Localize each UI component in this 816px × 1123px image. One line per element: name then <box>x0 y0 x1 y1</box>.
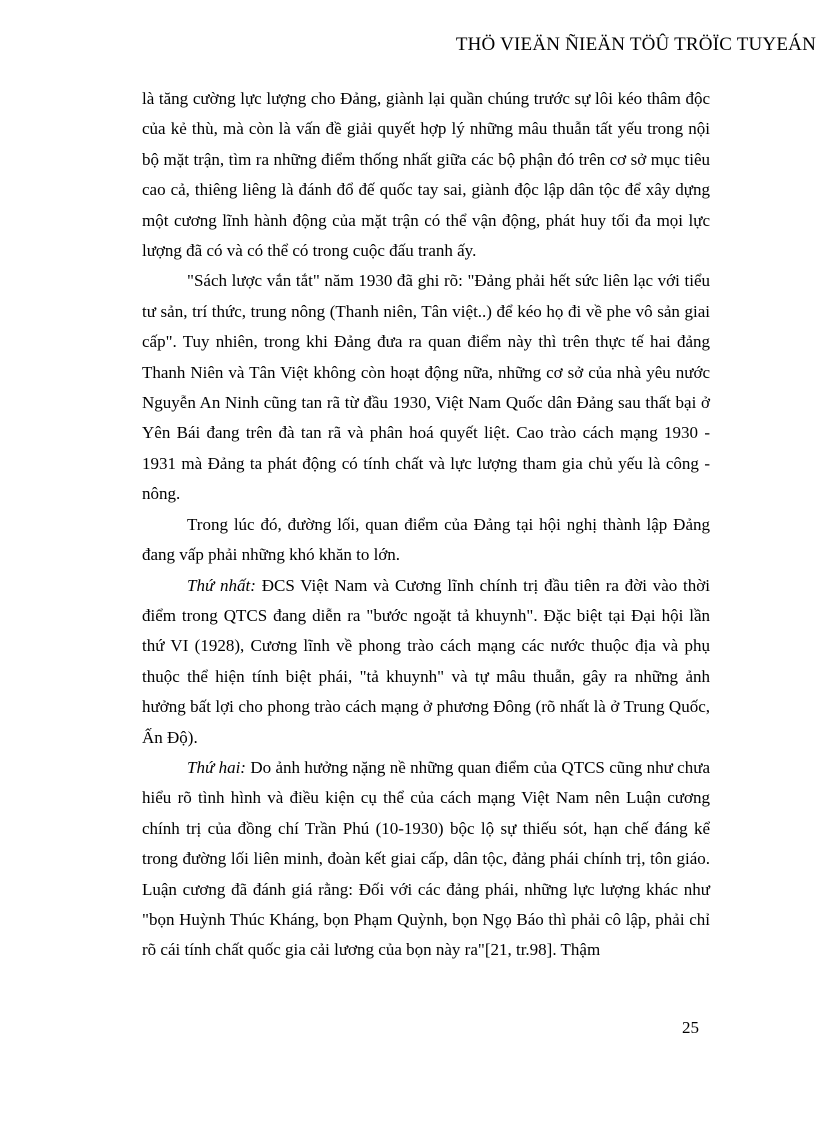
page-number: 25 <box>682 1018 699 1037</box>
paragraph-3 <box>142 510 710 571</box>
paragraph-5 <box>142 753 710 966</box>
paragraph-2 <box>142 266 710 509</box>
paragraph-1 <box>142 84 710 266</box>
paragraph-5-text: Do ảnh hưởng nặng nề những quan điểm của QTCS cũng như chưa hiểu rõ tình hình và điều kiện cụ thể của cách mạng Việt Nam nên Luận cương chính trị của đồng chí Trần Phú (10-1930) bộc lộ sự thiếu sót, hạn chế đáng kể trong đường lối liên minh, đoàn kết giai cấp, dân tộc, đảng phái chính trị, tôn giáo. Luận cương đã đánh giá rằng: Đối với các đảng phái, những lực lượng khác như "bọn Huỳnh Thúc Kháng, bọn Phạm Quỳnh, bọn Ngọ Báo thì phải cô lập, phải chỉ rõ cái tính chất quốc gia cải lương của bọn này ra"[21, tr.98]. Thậm <box>142 757 710 960</box>
paragraph-1-text: là tăng cường lực lượng cho Đảng, giành lại quần chúng trước sự lôi kéo thâm độc của kẻ thù, mà còn là vấn đề giải quyết hợp lý những mâu thuẫn tất yếu trong nội bộ mặt trận, tìm ra những điểm thống nhất giữa các bộ phận đó trên cơ sở mục tiêu cao cả, thiêng liêng là đánh đổ đế quốc tay sai, giành độc lập dân tộc để xây dựng một cương lĩnh hành động của mặt trận có thể vận động, phát huy tối đa mọi lực lượng đã có và có thể có trong cuộc đấu tranh ấy. <box>142 89 710 261</box>
paragraph-4-lead: Thứ nhất: <box>187 575 256 595</box>
page-header: THÖ VIEÄN ÑIEÄN TÖÛ TRÖÏC TUYEÁN <box>455 34 816 55</box>
document-body <box>142 84 710 966</box>
paragraph-5-lead: Thứ hai: <box>187 757 246 777</box>
paragraph-2-text: "Sách lược vắn tắt" năm 1930 đã ghi rõ: "Đảng phải hết sức liên lạc với tiểu tư sản, trí thức, trung nông (Thanh niên, Tân việt..) để kéo họ đi về phe vô sản giai cấp". Tuy nhiên, trong khi Đảng đưa ra quan điểm này thì trên thực tế hai đảng Thanh Niên và Tân Việt không còn hoạt động nữa, những cơ sở của nhà yêu nước Nguyễn An Ninh cũng tan rã từ đầu 1930, Việt Nam Quốc dân Đảng sau thất bại ở Yên Bái đang trên đà tan rã và phân hoá quyết liệt. Cao trào cách mạng 1930 - 1931 mà Đảng ta phát động có tính chất và lực lượng tham gia chủ yếu là công - nông. <box>142 271 710 504</box>
paragraph-4 <box>142 571 710 753</box>
paragraph-4-text: ĐCS Việt Nam và Cương lĩnh chính trị đầu tiên ra đời vào thời điểm trong QTCS đang diễn ra "bước ngoặt tả khuynh". Đặc biệt tại Đại hội lần thứ VI (1928), Cương lĩnh về phong trào cách mạng các nước thuộc địa và phụ thuộc thể hiện tính biệt phái, "tả khuynh" và tự mâu thuẫn, gây ra những ảnh hưởng bất lợi cho phong trào cách mạng ở phương Đông (rõ nhất là ở Trung Quốc, Ấn Độ). <box>142 575 710 747</box>
paragraph-3-text: Trong lúc đó, đường lối, quan điểm của Đảng tại hội nghị thành lập Đảng đang vấp phải những khó khăn to lớn. <box>142 514 710 565</box>
